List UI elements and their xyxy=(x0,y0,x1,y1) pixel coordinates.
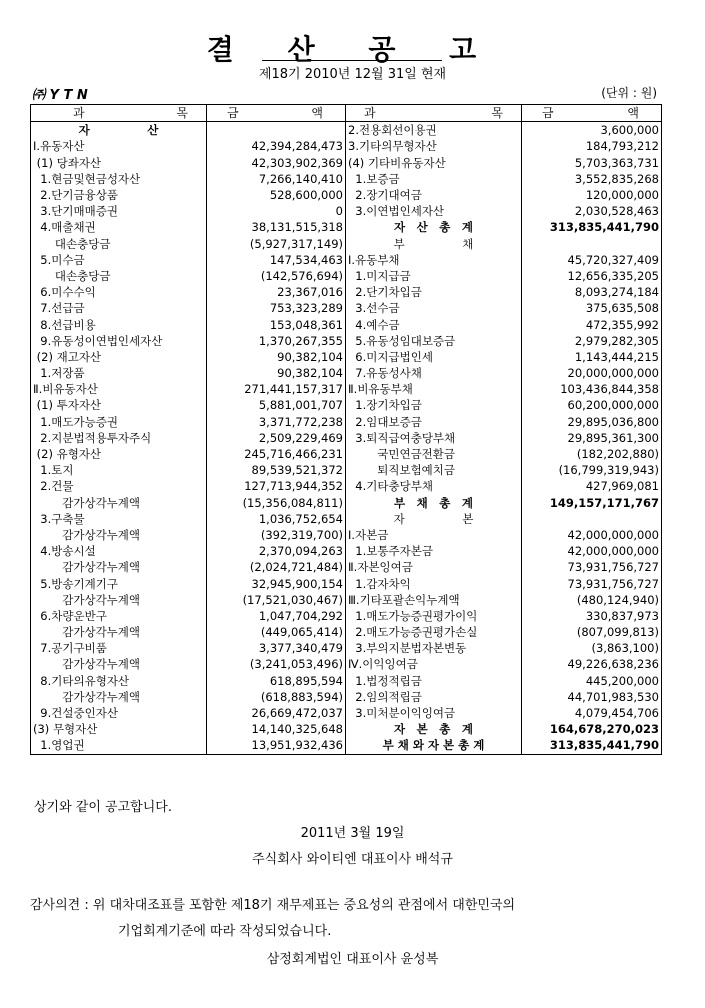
table-row xyxy=(31,446,662,462)
account-left: 5.미수금 xyxy=(31,252,207,268)
amount-right: 2,979,282,305 xyxy=(522,333,662,349)
account-right: 부 채 와 자 본 총 계 xyxy=(346,737,522,754)
account-left: 8.선급비용 xyxy=(31,316,207,332)
amount-right: 4,079,454,706 xyxy=(522,705,662,721)
account-left: 감가상각누계액 xyxy=(31,656,207,672)
account-left: 1.토지 xyxy=(31,462,207,478)
amount-right: 8,093,274,184 xyxy=(522,284,662,300)
account-right: 4.기타충당부채 xyxy=(346,478,522,494)
table-row xyxy=(31,624,662,640)
header-account-right: 과 목 xyxy=(346,105,522,122)
amount-left: 528,600,000 xyxy=(207,187,346,203)
account-right: Ⅲ.기타포괄손익누계액 xyxy=(346,592,522,608)
table-row xyxy=(31,381,662,397)
amount-left: 3,371,772,238 xyxy=(207,414,346,430)
account-right: 자 본 총 계 xyxy=(346,721,522,737)
account-left: 대손충당금 xyxy=(31,236,207,252)
amount-right: (3,863,100) xyxy=(522,640,662,656)
table-row xyxy=(31,592,662,608)
amount-left: 5,881,001,707 xyxy=(207,397,346,413)
amount-right: 45,720,327,409 xyxy=(522,252,662,268)
amount-right: 60,200,000,000 xyxy=(522,397,662,413)
account-right: 1.보통주자본금 xyxy=(346,543,522,559)
account-left: 감가상각누계액 xyxy=(31,559,207,575)
account-left: (1) 당좌자산 xyxy=(31,155,207,171)
account-left: (3) 무형자산 xyxy=(31,721,207,737)
account-left: 9.유동성이연법인세자산 xyxy=(31,333,207,349)
account-right: 1.장기차입금 xyxy=(346,397,522,413)
amount-left: 42,303,902,369 xyxy=(207,155,346,171)
table-row xyxy=(31,527,662,543)
amount-left: 38,131,515,318 xyxy=(207,219,346,235)
account-right: 1.매도가능증권평가이익 xyxy=(346,608,522,624)
amount-right xyxy=(522,236,662,252)
account-right: Ⅱ.비유동부채 xyxy=(346,381,522,397)
page-title: 결 산 공 고 xyxy=(206,33,499,66)
table-row xyxy=(31,673,662,689)
account-left: 2.지분법적용투자주식 xyxy=(31,430,207,446)
account-right: 1.미지급금 xyxy=(346,268,522,284)
amount-right: 29,895,036,800 xyxy=(522,414,662,430)
account-right: 4.예수금 xyxy=(346,316,522,332)
amount-right: 73,931,756,727 xyxy=(522,559,662,575)
account-right: 3.선수금 xyxy=(346,300,522,316)
table-row xyxy=(31,414,662,430)
amount-left: 14,140,325,648 xyxy=(207,721,346,737)
amount-right: 3,552,835,268 xyxy=(522,171,662,187)
account-right: 7.유동성사채 xyxy=(346,365,522,381)
table-row xyxy=(31,122,662,139)
auditor-signature: 삼정회계법인 대표이사 윤성복 xyxy=(266,952,439,967)
account-right: 2.임의적립금 xyxy=(346,689,522,705)
account-right: 3.퇴직급여충당부채 xyxy=(346,430,522,446)
amount-left: 3,377,340,479 xyxy=(207,640,346,656)
table-row xyxy=(31,236,662,252)
table-row xyxy=(31,300,662,316)
amount-left: 147,534,463 xyxy=(207,252,346,268)
account-right: 부 채 총 계 xyxy=(346,495,522,511)
table-header-row xyxy=(31,105,662,122)
amount-left: 2,509,229,469 xyxy=(207,430,346,446)
amount-left: (17,521,030,467) xyxy=(207,592,346,608)
account-right: 국민연금전환금 xyxy=(346,446,522,462)
ceo-signature: 주식회사 와이티엔 대표이사 배석규 xyxy=(252,852,453,867)
period-subtitle: 제18기 2010년 12월 31일 현재 xyxy=(258,67,447,82)
table-row xyxy=(31,478,662,494)
account-left: 감가상각누계액 xyxy=(31,495,207,511)
account-left: 감가상각누계액 xyxy=(31,624,207,640)
account-left: 감가상각누계액 xyxy=(31,689,207,705)
amount-left: 271,441,157,317 xyxy=(207,381,346,397)
amount-left: 753,323,289 xyxy=(207,300,346,316)
amount-right: (16,799,319,943) xyxy=(522,462,662,478)
table-row xyxy=(31,138,662,154)
account-left: 1.영업권 xyxy=(31,737,207,754)
account-left: 6.미수수익 xyxy=(31,284,207,300)
amount-left: 245,716,466,231 xyxy=(207,446,346,462)
amount-left: 90,382,104 xyxy=(207,365,346,381)
amount-left: 13,951,932,436 xyxy=(207,737,346,754)
table-row xyxy=(31,268,662,284)
amount-right: 445,200,000 xyxy=(522,673,662,689)
account-right: 자 본 xyxy=(346,511,522,527)
table-row xyxy=(31,689,662,705)
amount-right: 42,000,000,000 xyxy=(522,543,662,559)
amount-right: 375,635,508 xyxy=(522,300,662,316)
account-left: 6.차량운반구 xyxy=(31,608,207,624)
amount-right: 5,703,363,731 xyxy=(522,155,662,171)
amount-left: 1,036,752,654 xyxy=(207,511,346,527)
amount-left: (5,927,317,149) xyxy=(207,236,346,252)
header-amount-left: 금 액 xyxy=(207,105,346,122)
account-right: 자 산 총 계 xyxy=(346,219,522,235)
amount-left: 0 xyxy=(207,203,346,219)
amount-right: 49,226,638,236 xyxy=(522,656,662,672)
amount-left: (449,065,414) xyxy=(207,624,346,640)
amount-right: 313,835,441,790 xyxy=(522,737,662,754)
table-row xyxy=(31,365,662,381)
account-right: (4) 기타비유동자산 xyxy=(346,155,522,171)
account-right: Ⅰ.자본금 xyxy=(346,527,522,543)
account-left: 2.건물 xyxy=(31,478,207,494)
amount-right: 330,837,973 xyxy=(522,608,662,624)
account-right: 3.기타의무형자산 xyxy=(346,138,522,154)
audit-opinion-line2: 기업회계기준에 따라 작성되었습니다. xyxy=(118,924,332,939)
amount-right: 184,793,212 xyxy=(522,138,662,154)
table-row xyxy=(31,252,662,268)
amount-left: (15,356,084,811) xyxy=(207,495,346,511)
amount-right: 29,895,361,300 xyxy=(522,430,662,446)
account-right: 3.미처분이익잉여금 xyxy=(346,705,522,721)
table-row xyxy=(31,155,662,171)
amount-left: (2,024,721,484) xyxy=(207,559,346,575)
account-left: 1.저장품 xyxy=(31,365,207,381)
table-row xyxy=(31,608,662,624)
account-left: 3.단기매매증권 xyxy=(31,203,207,219)
account-left: 4.매출채권 xyxy=(31,219,207,235)
account-right: 2.매도가능증권평가손실 xyxy=(346,624,522,640)
header-amount-right: 금 액 xyxy=(522,105,662,122)
account-left: 감가상각누계액 xyxy=(31,527,207,543)
account-left: 4.방송시설 xyxy=(31,543,207,559)
account-left: 7.선급금 xyxy=(31,300,207,316)
header-account-left: 과 목 xyxy=(31,105,207,122)
account-right: 2.전용회선이용권 xyxy=(346,122,522,139)
amount-right: 20,000,000,000 xyxy=(522,365,662,381)
account-left: 1.현금및현금성자산 xyxy=(31,171,207,187)
account-right: 5.유동성임대보증금 xyxy=(346,333,522,349)
table-row xyxy=(31,511,662,527)
account-left: Ⅱ.비유동자산 xyxy=(31,381,207,397)
amount-right: 103,436,844,358 xyxy=(522,381,662,397)
table-row xyxy=(31,219,662,235)
table-row xyxy=(31,559,662,575)
audit-opinion-line1: 감사의견 : 위 대차대조표를 포함한 제18기 재무제표는 중요성의 관점에서 대한민국의 xyxy=(30,898,516,913)
amount-right: (182,202,880) xyxy=(522,446,662,462)
account-left: 자 산 xyxy=(31,122,207,139)
amount-right: (480,124,940) xyxy=(522,592,662,608)
table-row xyxy=(31,430,662,446)
table-row xyxy=(31,349,662,365)
table-row xyxy=(31,543,662,559)
amount-right xyxy=(522,511,662,527)
account-right: 3.이연법인세자산 xyxy=(346,203,522,219)
amount-left: 23,367,016 xyxy=(207,284,346,300)
account-right: 1.감자차익 xyxy=(346,575,522,591)
account-left: (2) 재고자산 xyxy=(31,349,207,365)
account-left: 7.공기구비품 xyxy=(31,640,207,656)
amount-left: 7,266,140,410 xyxy=(207,171,346,187)
table-row xyxy=(31,656,662,672)
account-left: 감가상각누계액 xyxy=(31,592,207,608)
amount-right: 164,678,270,023 xyxy=(522,721,662,737)
account-right: 3.부의지분법자본변동 xyxy=(346,640,522,656)
table-row xyxy=(31,462,662,478)
account-left: 3.구축물 xyxy=(31,511,207,527)
amount-right: 427,969,081 xyxy=(522,478,662,494)
amount-left: 127,713,944,352 xyxy=(207,478,346,494)
account-left: 2.단기금융상품 xyxy=(31,187,207,203)
account-left: 8.기타의유형자산 xyxy=(31,673,207,689)
amount-left: 1,047,704,292 xyxy=(207,608,346,624)
account-right: 2.장기대여금 xyxy=(346,187,522,203)
table-row xyxy=(31,397,662,413)
table-row xyxy=(31,737,662,754)
amount-right: 12,656,335,205 xyxy=(522,268,662,284)
amount-right: 472,355,992 xyxy=(522,316,662,332)
account-right: 부 채 xyxy=(346,236,522,252)
account-right: 2.단기차입금 xyxy=(346,284,522,300)
amount-right: 73,931,756,727 xyxy=(522,575,662,591)
amount-right: 2,030,528,463 xyxy=(522,203,662,219)
account-left: 9.건설중인자산 xyxy=(31,705,207,721)
table-row xyxy=(31,640,662,656)
table-row xyxy=(31,187,662,203)
account-right: 1.법정적립금 xyxy=(346,673,522,689)
table-row xyxy=(31,316,662,332)
table-row xyxy=(31,284,662,300)
amount-left: 2,370,094,263 xyxy=(207,543,346,559)
account-right: 6.미지급법인세 xyxy=(346,349,522,365)
notice-text: 상기와 같이 공고합니다. xyxy=(34,800,172,815)
table-row xyxy=(31,721,662,737)
amount-left xyxy=(207,122,346,139)
amount-left: 26,669,472,037 xyxy=(207,705,346,721)
account-right: Ⅱ.자본잉여금 xyxy=(346,559,522,575)
amount-left: (392,319,700) xyxy=(207,527,346,543)
unit-label: (단위 : 원) xyxy=(601,86,657,100)
amount-left: (618,883,594) xyxy=(207,689,346,705)
title-underline xyxy=(262,60,442,61)
amount-right: 1,143,444,215 xyxy=(522,349,662,365)
account-right: Ⅰ.유동부채 xyxy=(346,252,522,268)
notice-date: 2011년 3월 19일 xyxy=(300,826,405,841)
amount-right: 42,000,000,000 xyxy=(522,527,662,543)
amount-left: (142,576,694) xyxy=(207,268,346,284)
account-left: 대손충당금 xyxy=(31,268,207,284)
account-left: 5.방송기계기구 xyxy=(31,575,207,591)
table-row xyxy=(31,171,662,187)
table-row xyxy=(31,203,662,219)
account-right: 1.보증금 xyxy=(346,171,522,187)
amount-right: (807,099,813) xyxy=(522,624,662,640)
table-row xyxy=(31,575,662,591)
company-name: ㈜ Y T N xyxy=(32,88,88,103)
amount-left: (3,241,053,496) xyxy=(207,656,346,672)
account-right: 퇴직보험예치금 xyxy=(346,462,522,478)
account-right: Ⅳ.이익잉여금 xyxy=(346,656,522,672)
account-left: (1) 투자자산 xyxy=(31,397,207,413)
account-right: 2.임대보증금 xyxy=(346,414,522,430)
amount-right: 44,701,983,530 xyxy=(522,689,662,705)
amount-right: 313,835,441,790 xyxy=(522,219,662,235)
amount-left: 153,048,361 xyxy=(207,316,346,332)
table-row xyxy=(31,495,662,511)
account-left: Ⅰ.유동자산 xyxy=(31,138,207,154)
table-row xyxy=(31,705,662,721)
amount-right: 3,600,000 xyxy=(522,122,662,139)
amount-left: 90,382,104 xyxy=(207,349,346,365)
balance-sheet-table xyxy=(30,104,662,755)
table-row xyxy=(31,333,662,349)
account-left: (2) 유형자산 xyxy=(31,446,207,462)
amount-left: 89,539,521,372 xyxy=(207,462,346,478)
amount-right: 120,000,000 xyxy=(522,187,662,203)
amount-right: 149,157,171,767 xyxy=(522,495,662,511)
amount-left: 1,370,267,355 xyxy=(207,333,346,349)
amount-left: 32,945,900,154 xyxy=(207,575,346,591)
amount-left: 618,895,594 xyxy=(207,673,346,689)
account-left: 1.매도가능증권 xyxy=(31,414,207,430)
amount-left: 42,394,284,473 xyxy=(207,138,346,154)
